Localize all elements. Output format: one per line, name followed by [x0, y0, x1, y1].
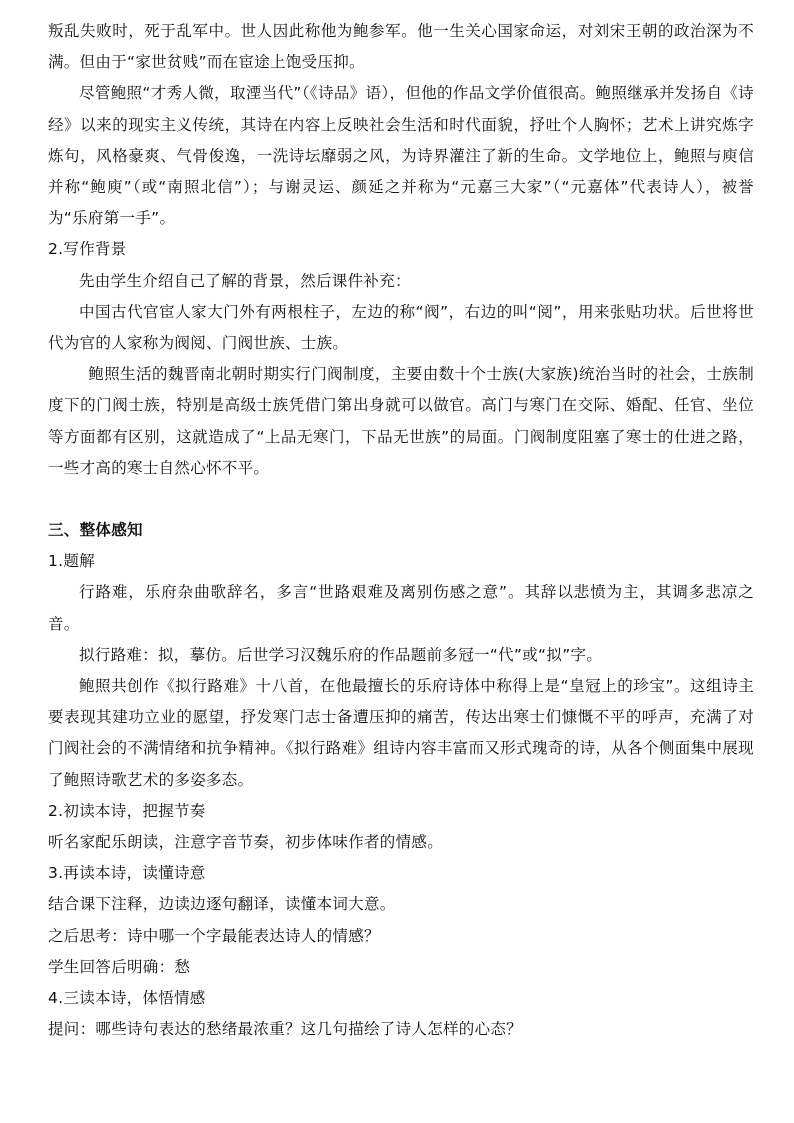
paragraph-nixinglunan-definition: 拟行路难：拟，摹仿。后世学习汉魏乐府的作品题前多冠一“代”或“拟”字。 [79, 645, 603, 664]
paragraph-first-reading-task: 听名家配乐朗读，注意字音节奏，初步体味作者的情感。 [48, 833, 444, 852]
paragraph-xinglunan-definition: 行路难，乐府杂曲歌辞名，多言“世路艰难及离别伤感之意”。其辞以悲愤为主，其调多悲凉之音。 [48, 583, 754, 633]
paragraph-final-question: 提问：哪些诗句表达的愁绪最浓重？这几句描绘了诗人怎样的心态？ [48, 1020, 523, 1039]
paragraph-famen-definition: 中国古代官宦人家大门外有两根柱子，左边的称“阀”，右边的叫“阅”，用来张贴功状。后世将世代为官的人家称为阀阅、门阀世族、士族。 [48, 302, 754, 353]
paragraph-famen-system: 鲍照生活的魏晋南北朝时期实行门阀制度，主要由数十个士族(大家族)统治当时的社会，士族制度下的门阀士族，特别是高级士族凭借门第出身就可以做官。高门与寒门在交际、婚配、任官、坐位等方面都有区别，这就造成了“上品无寒门，下品无世族”的局面。门阀制度阻塞了寒士的仕进之路，一些才高的寒士自然心怀不平。 [48, 365, 754, 477]
paragraph-biography-end: 叛乱失败时，死于乱军中。世人因此称他为鲍参军。他一生关心国家命运，对刘宋王朝的政治深为不满。但由于“家世贫贱”而在宦途上饱受压抑。 [48, 22, 754, 72]
subheading-title-explanation: 1.题解 [48, 552, 95, 571]
paragraph-poem-series-intro: 鲍照共创作《拟行路难》十八首，在他最擅长的乐府诗体中称得上是“皇冠上的珍宝”。这组诗主要表现其建功立业的愿望，抒发寒门志士备遭压抑的痛苦，传达出寒士们慷慨不平的呼声，充满了对门阀社会的不满情绪和抗争精神。《拟行路难》组诗内容丰富而又形式瑰奇的诗，从各个侧面集中展现了鲍照诗歌艺术的多姿多态。 [48, 677, 754, 789]
paragraph-answer: 学生回答后明确：愁 [48, 957, 191, 976]
paragraph-literary-value: 尽管鲍照“才秀人微，取湮当代”（《诗品》语），但他的作品文学价值很高。鲍照继承并发扬自《诗经》以来的现实主义传统，其诗在内容上反映社会生活和时代面貌，抒吐个人胸怀；艺术上讲究炼字炼句，风格豪爽、气骨俊逸，一洗诗坛靡弱之风，为诗界灌注了新的生命。文学地位上，鲍照与庾信并称“鲍庾”（或“南照北信”）；与谢灵运、颜延之并称为“元嘉三大家”（“元嘉体”代表诗人），被誉为“乐府第一手”。 [48, 84, 754, 228]
subheading-third-reading: 4.三读本诗，体悟情感 [48, 989, 206, 1008]
paragraph-think-question: 之后思考：诗中哪一个字最能表达诗人的情感？ [48, 926, 380, 945]
subheading-writing-background: 2.写作背景 [48, 240, 127, 259]
paragraph-background-intro: 先由学生介绍自己了解的背景，然后课件补充： [79, 271, 411, 290]
section-spacer [48, 484, 754, 515]
paragraph-second-reading-task: 结合课下注释，边读边逐句翻译，读懂本词大意。 [48, 895, 396, 914]
section-heading-overall-perception: 三、整体感知 [48, 521, 143, 540]
subheading-first-reading: 2.初读本诗，把握节奏 [48, 801, 206, 820]
subheading-second-reading: 3.再读本诗，读懂诗意 [48, 864, 206, 883]
document-page [48, 16, 754, 1046]
